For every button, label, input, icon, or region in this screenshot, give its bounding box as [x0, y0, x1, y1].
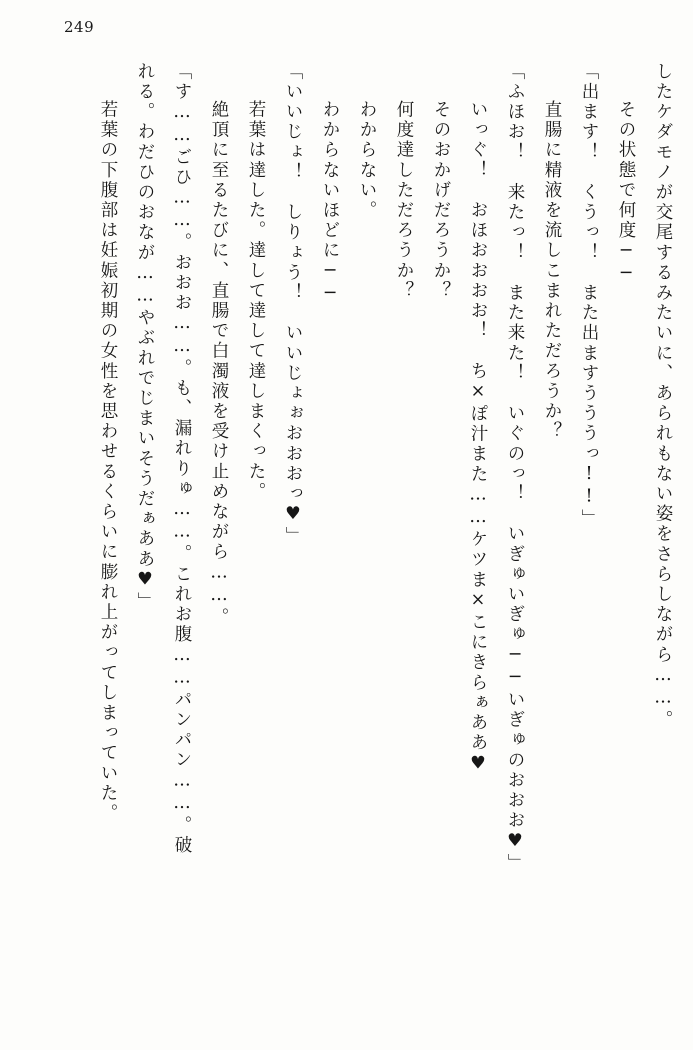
- text-column: 「す……ごひ……。おおお……。も、漏れりゅ……。これお腹……パンパン……。破: [172, 62, 192, 856]
- page-number: 249: [64, 18, 95, 36]
- text-column: 「いいじょ！ しりょう！ いいじょぉおおおっ♥」: [283, 62, 303, 547]
- text-column: そのおかげだろうか？: [431, 80, 451, 302]
- vertical-text-body: [28, 62, 671, 1022]
- text-column: 「出ます！ くうっ！ また出ますうううっ!!」: [579, 62, 599, 530]
- text-column: れる。わだひのおなが……やぶれでじまいそうだぁああ♥」: [135, 62, 155, 613]
- text-column: 直腸に精液を流しこまれただろうか？: [542, 80, 562, 442]
- text-column: したケダモノが交尾するみたいに、あられもない姿をさらしながら……。: [653, 62, 673, 731]
- text-column: 若葉の下腹部は妊娠初期の女性を思わせるくらいに膨れ上がってしまっていた。: [98, 80, 118, 824]
- text-column: 何度達しただろうか？: [394, 80, 414, 302]
- text-column: その状態で何度──: [616, 80, 636, 286]
- text-column: わからない。: [357, 80, 377, 221]
- text-column: 「ふほお！ 来たっ！ また来た！ いぐのっ！ いぎゅいぎゅ──いぎゅのおおお♥」: [505, 62, 525, 874]
- text-column: 若葉は達した。達して達して達しまくった。: [246, 80, 266, 503]
- text-column: わからないほどに──: [320, 80, 340, 307]
- text-column: いっぐ！ おほおおおお！ ち×ぽ汁また……ケツま×こにきらぁああ♥: [468, 80, 488, 776]
- text-column: 絶頂に至るたびに、直腸で白濁液を受け止めながら……。: [209, 80, 229, 628]
